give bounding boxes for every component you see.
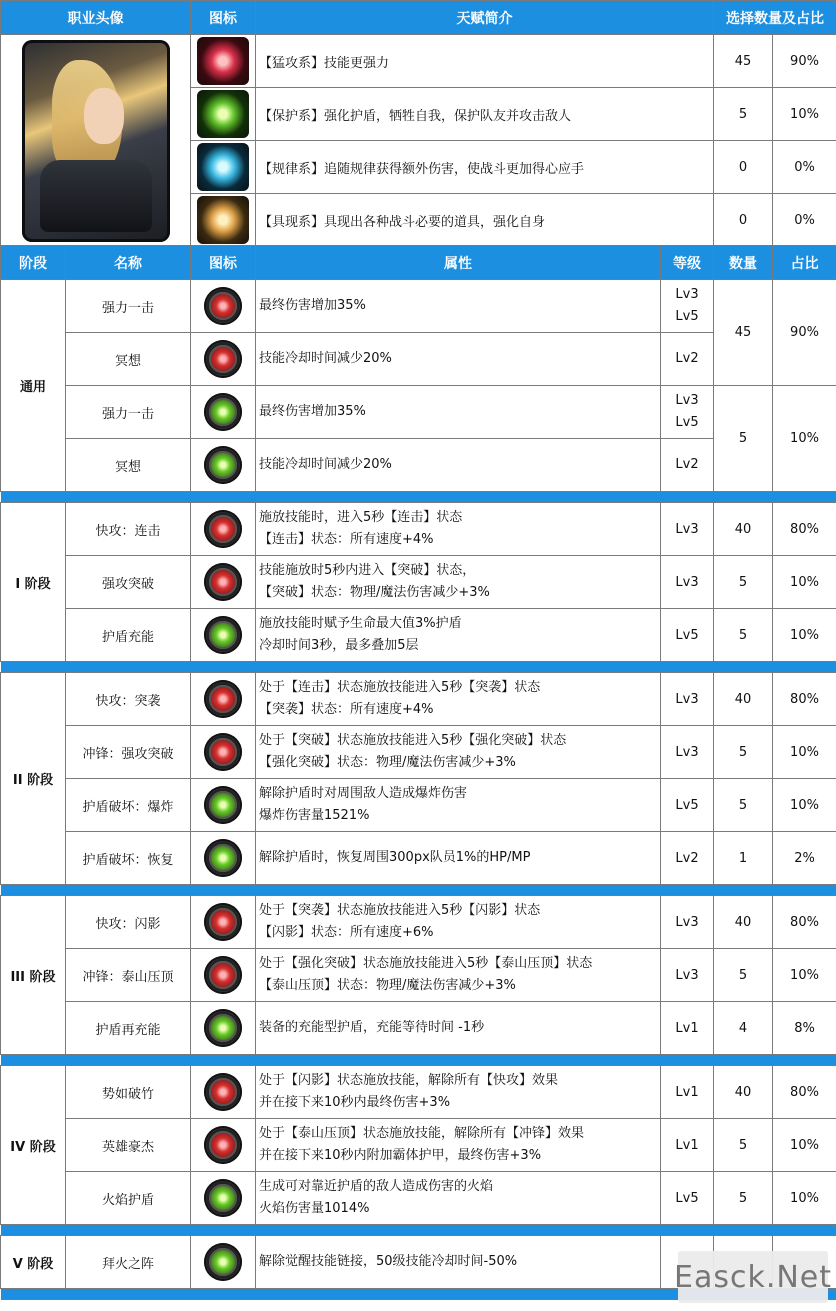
- attribute-cell: [256, 949, 661, 1002]
- skill-icon-cell: [191, 609, 256, 662]
- separator-bar: [1, 662, 836, 673]
- skill-name: 快攻：闪影: [66, 896, 191, 949]
- skill-icon-cell: [191, 832, 256, 885]
- skill-row: [1, 556, 836, 609]
- attribute-line: 【连击】状态：所有速度+4%: [259, 532, 434, 547]
- attribute-line: Lv5: [675, 309, 699, 324]
- red-skill-icon: [204, 510, 242, 548]
- skill-name: 快攻：连击: [66, 503, 191, 556]
- red-skill-icon: [204, 680, 242, 718]
- attribute-line: Lv5: [675, 415, 699, 430]
- detail-header-row: [1, 246, 836, 280]
- attribute-cell: [256, 439, 661, 492]
- skill-level: Lv1: [661, 1066, 714, 1119]
- attribute-line: 处于【泰山压顶】状态施放技能，解除所有【冲锋】效果: [259, 1126, 585, 1141]
- skill-icon-cell: [191, 386, 256, 439]
- skill-name: 冲锋：强攻突破: [66, 726, 191, 779]
- header-count: 数量: [714, 246, 773, 280]
- attribute-line: 处于【连击】状态施放技能进入5秒【突袭】状态: [259, 680, 541, 695]
- skill-level: Lv5: [661, 1172, 714, 1225]
- stage-separator: [1, 1225, 836, 1236]
- skill-name: 强力一击: [66, 386, 191, 439]
- skill-name: 强攻突破: [66, 556, 191, 609]
- skill-row: [1, 726, 836, 779]
- green-skill-icon: [204, 1179, 242, 1217]
- skill-pct: 80%: [773, 896, 836, 949]
- skill-icon-cell: [191, 1119, 256, 1172]
- skill-pct: 90%: [773, 280, 836, 386]
- header-portrait: 职业头像: [1, 1, 191, 35]
- skill-row: [1, 1002, 836, 1055]
- attribute-line: 并在接下来10秒内最终伤害+3%: [259, 1095, 451, 1110]
- talent-desc: 【保护系】强化护盾，牺牲自我，保护队友并攻击敌人: [256, 88, 714, 141]
- talent-icon-cell: [191, 35, 256, 88]
- skill-count: 5: [714, 386, 773, 492]
- header-talent-intro: 天赋简介: [256, 1, 714, 35]
- skill-name: 快攻：突袭: [66, 673, 191, 726]
- attribute-line: 处于【闪影】状态施放技能，解除所有【快攻】效果: [259, 1073, 559, 1088]
- skill-count: 5: [714, 1119, 773, 1172]
- skill-icon-cell: [191, 896, 256, 949]
- separator-bar: [1, 885, 836, 896]
- attribute-line: 最终伤害增加35%: [259, 298, 366, 313]
- skill-icon-cell: [191, 1002, 256, 1055]
- header-level: 等级: [661, 246, 714, 280]
- skill-row: [1, 779, 836, 832]
- green-skill-icon: [204, 786, 242, 824]
- skill-icon-cell: [191, 673, 256, 726]
- attribute-line: Lv3: [675, 393, 699, 408]
- stage-label: V 阶段: [1, 1236, 66, 1289]
- talent-count: 45: [714, 35, 773, 88]
- attribute-cell: [256, 556, 661, 609]
- attribute-cell: [256, 333, 661, 386]
- skill-row: [1, 439, 836, 492]
- skill-level: Lv3: [661, 949, 714, 1002]
- attribute-line: 【强化突破】状态：物理/魔法伤害减少+3%: [259, 755, 516, 770]
- skill-count: 5: [714, 726, 773, 779]
- skill-name: 冥想: [66, 333, 191, 386]
- class-portrait-cell: [1, 35, 191, 247]
- talent-desc: 【规律系】追随规律获得额外伤害，使战斗更加得心应手: [256, 141, 714, 194]
- site-watermark: Easck.Net: [678, 1251, 828, 1303]
- skill-level: Lv5: [661, 779, 714, 832]
- stage-label: IV 阶段: [1, 1066, 66, 1225]
- attribute-line: 【突破】状态：物理/魔法伤害减少+3%: [259, 585, 490, 600]
- stage-separator: [1, 1055, 836, 1066]
- skill-level: [661, 280, 714, 333]
- header-selection-count: 选择数量及占比: [714, 1, 836, 35]
- attribute-line: 【突袭】状态：所有速度+4%: [259, 702, 434, 717]
- skill-level: Lv3: [661, 726, 714, 779]
- skill-name: 强力一击: [66, 280, 191, 333]
- attribute-line: 施放技能时，进入5秒【连击】状态: [259, 510, 463, 525]
- skill-level: [661, 386, 714, 439]
- red-skill-icon: [204, 287, 242, 325]
- stage-label: III 阶段: [1, 896, 66, 1055]
- red-skill-icon: [204, 956, 242, 994]
- attribute-line: 【泰山压顶】状态：物理/魔法伤害减少+3%: [259, 978, 516, 993]
- attribute-line: 施放技能时赋予生命最大值3%护盾: [259, 616, 462, 631]
- skill-row: [1, 896, 836, 949]
- skill-pct: 10%: [773, 1172, 836, 1225]
- protection-talent-icon: [197, 90, 249, 138]
- red-skill-icon: [204, 733, 242, 771]
- attribute-line: 处于【突袭】状态施放技能进入5秒【闪影】状态: [259, 903, 541, 918]
- skill-count: 5: [714, 556, 773, 609]
- talent-icon-cell: [191, 88, 256, 141]
- header-name: 名称: [66, 246, 191, 280]
- skill-level: Lv1: [661, 1002, 714, 1055]
- attribute-cell: [256, 832, 661, 885]
- skill-count: 40: [714, 503, 773, 556]
- stage-label: 通用: [1, 280, 66, 492]
- talent-icon-cell: [191, 141, 256, 194]
- attribute-line: 解除觉醒技能链接，50级技能冷却时间-50%: [259, 1254, 518, 1269]
- talent-pct: 90%: [773, 35, 836, 88]
- attribute-cell: [256, 779, 661, 832]
- skill-icon-cell: [191, 280, 256, 333]
- header-icon: 图标: [191, 1, 256, 35]
- skill-icon-cell: [191, 503, 256, 556]
- skill-icon-cell: [191, 1172, 256, 1225]
- skill-level: [661, 439, 714, 492]
- skill-level: Lv3: [661, 556, 714, 609]
- attribute-cell: [256, 673, 661, 726]
- skill-row: [1, 673, 836, 726]
- header-icon: 图标: [191, 246, 256, 280]
- skill-pct: 10%: [773, 779, 836, 832]
- attribute-line: Lv2: [675, 457, 699, 472]
- skill-level: Lv3: [661, 673, 714, 726]
- red-skill-icon: [204, 340, 242, 378]
- attribute-line: 技能冷却时间减少20%: [259, 351, 392, 366]
- skill-name: 护盾破坏：爆炸: [66, 779, 191, 832]
- skill-count: 1: [714, 832, 773, 885]
- red-skill-icon: [204, 1073, 242, 1111]
- talent-count: 0: [714, 141, 773, 194]
- skill-count: 5: [714, 949, 773, 1002]
- talent-overview-table: [0, 0, 836, 247]
- skill-level: Lv3: [661, 896, 714, 949]
- skill-name: 护盾充能: [66, 609, 191, 662]
- attribute-line: 生成可对靠近护盾的敌人造成伤害的火焰: [259, 1179, 494, 1194]
- green-skill-icon: [204, 616, 242, 654]
- skill-icon-cell: [191, 726, 256, 779]
- skill-count: 40: [714, 896, 773, 949]
- talent-pct: 0%: [773, 141, 836, 194]
- attribute-line: 技能施放时5秒内进入【突破】状态，: [259, 563, 476, 578]
- skill-row: [1, 1119, 836, 1172]
- skill-name: 护盾破坏：恢复: [66, 832, 191, 885]
- skill-icon-cell: [191, 779, 256, 832]
- skill-name: 火焰护盾: [66, 1172, 191, 1225]
- talent-count: 5: [714, 88, 773, 141]
- skill-row: [1, 832, 836, 885]
- separator-bar: [1, 1225, 836, 1236]
- skill-pct: 80%: [773, 503, 836, 556]
- attribute-line: 技能冷却时间减少20%: [259, 457, 392, 472]
- skill-icon-cell: [191, 1236, 256, 1289]
- header-stage: 阶段: [1, 246, 66, 280]
- skill-name: 护盾再充能: [66, 1002, 191, 1055]
- header-attribute: 属性: [256, 246, 661, 280]
- attribute-line: 最终伤害增加35%: [259, 404, 366, 419]
- skill-name: 英雄豪杰: [66, 1119, 191, 1172]
- talent-icon-cell: [191, 194, 256, 247]
- attribute-cell: [256, 1066, 661, 1119]
- green-skill-icon: [204, 393, 242, 431]
- talent-pct: 0%: [773, 194, 836, 247]
- skill-icon-cell: [191, 556, 256, 609]
- skill-count: 5: [714, 1172, 773, 1225]
- skill-pct: 10%: [773, 556, 836, 609]
- green-skill-icon: [204, 1243, 242, 1281]
- skill-row: [1, 386, 836, 439]
- skill-level: Lv3: [661, 503, 714, 556]
- rule-talent-icon: [197, 143, 249, 191]
- green-skill-icon: [204, 839, 242, 877]
- skill-name: 冥想: [66, 439, 191, 492]
- stage-label: II 阶段: [1, 673, 66, 885]
- skill-name: 冲锋：泰山压顶: [66, 949, 191, 1002]
- attribute-line: 爆炸伤害量1521%: [259, 808, 370, 823]
- skill-count: 40: [714, 1066, 773, 1119]
- skill-icon-cell: [191, 333, 256, 386]
- skill-pct: 10%: [773, 386, 836, 492]
- attribute-cell: [256, 503, 661, 556]
- skill-count: 45: [714, 280, 773, 386]
- attribute-cell: [256, 1172, 661, 1225]
- skill-row: [1, 280, 836, 333]
- green-skill-icon: [204, 1009, 242, 1047]
- attribute-cell: [256, 280, 661, 333]
- skill-count: 40: [714, 673, 773, 726]
- skill-row: [1, 1172, 836, 1225]
- separator-bar: [1, 492, 836, 503]
- skill-level: Lv1: [661, 1119, 714, 1172]
- skill-pct: 8%: [773, 1002, 836, 1055]
- stage-separator: [1, 885, 836, 896]
- skill-pct: 80%: [773, 673, 836, 726]
- separator-bar: [1, 1055, 836, 1066]
- red-skill-icon: [204, 563, 242, 601]
- red-skill-icon: [204, 903, 242, 941]
- header-pct: 占比: [773, 246, 836, 280]
- skill-level: Lv2: [661, 832, 714, 885]
- manifest-talent-icon: [197, 196, 249, 244]
- attribute-line: 【闪影】状态：所有速度+6%: [259, 925, 434, 940]
- skill-name: 拜火之阵: [66, 1236, 191, 1289]
- talent-desc: 【猛攻系】技能更强力: [256, 35, 714, 88]
- talent-detail-table: [0, 245, 836, 1300]
- skill-count: 5: [714, 609, 773, 662]
- attribute-cell: [256, 1236, 661, 1289]
- attribute-line: 处于【突破】状态施放技能进入5秒【强化突破】状态: [259, 733, 567, 748]
- stage-separator: [1, 492, 836, 503]
- attribute-line: 处于【强化突破】状态施放技能进入5秒【泰山压顶】状态: [259, 956, 593, 971]
- skill-name: 势如破竹: [66, 1066, 191, 1119]
- skill-pct: 10%: [773, 609, 836, 662]
- attribute-cell: [256, 896, 661, 949]
- attribute-cell: [256, 386, 661, 439]
- skill-icon-cell: [191, 1066, 256, 1119]
- skill-pct: 2%: [773, 832, 836, 885]
- attribute-line: Lv2: [675, 351, 699, 366]
- attribute-cell: [256, 1002, 661, 1055]
- skill-row: [1, 1066, 836, 1119]
- attribute-line: 装备的充能型护盾，充能等待时间 -1秒: [259, 1020, 485, 1035]
- class-portrait: [22, 40, 170, 242]
- skill-icon-cell: [191, 439, 256, 492]
- attribute-line: 解除护盾时，恢复周围300px队员1%的HP/MP: [259, 850, 531, 865]
- assault-talent-icon: [197, 37, 249, 85]
- skill-row: [1, 949, 836, 1002]
- attribute-cell: [256, 1119, 661, 1172]
- attribute-line: 火焰伤害量1014%: [259, 1201, 370, 1216]
- overview-header-row: [1, 1, 836, 35]
- skill-pct: 80%: [773, 1066, 836, 1119]
- skill-pct: 10%: [773, 1119, 836, 1172]
- green-skill-icon: [204, 446, 242, 484]
- overview-row: [1, 35, 836, 88]
- attribute-line: 冷却时间3秒，最多叠加5层: [259, 638, 419, 653]
- skill-count: 5: [714, 779, 773, 832]
- skill-level: Lv5: [661, 609, 714, 662]
- talent-desc: 【具现系】具现出各种战斗必要的道具，强化自身: [256, 194, 714, 247]
- skill-level: [661, 333, 714, 386]
- red-skill-icon: [204, 1126, 242, 1164]
- skill-pct: 10%: [773, 726, 836, 779]
- skill-icon-cell: [191, 949, 256, 1002]
- talent-count: 0: [714, 194, 773, 247]
- skill-count: 4: [714, 1002, 773, 1055]
- attribute-line: Lv3: [675, 287, 699, 302]
- stage-label: I 阶段: [1, 503, 66, 662]
- skill-pct: 10%: [773, 949, 836, 1002]
- stage-separator: [1, 662, 836, 673]
- attribute-cell: [256, 726, 661, 779]
- talent-pct: 10%: [773, 88, 836, 141]
- skill-row: [1, 333, 836, 386]
- skill-row: [1, 609, 836, 662]
- skill-row: [1, 503, 836, 556]
- attribute-line: 解除护盾时对周围敌人造成爆炸伤害: [259, 786, 468, 801]
- attribute-cell: [256, 609, 661, 662]
- attribute-line: 并在接下来10秒内附加霸体护甲，最终伤害+3%: [259, 1148, 542, 1163]
